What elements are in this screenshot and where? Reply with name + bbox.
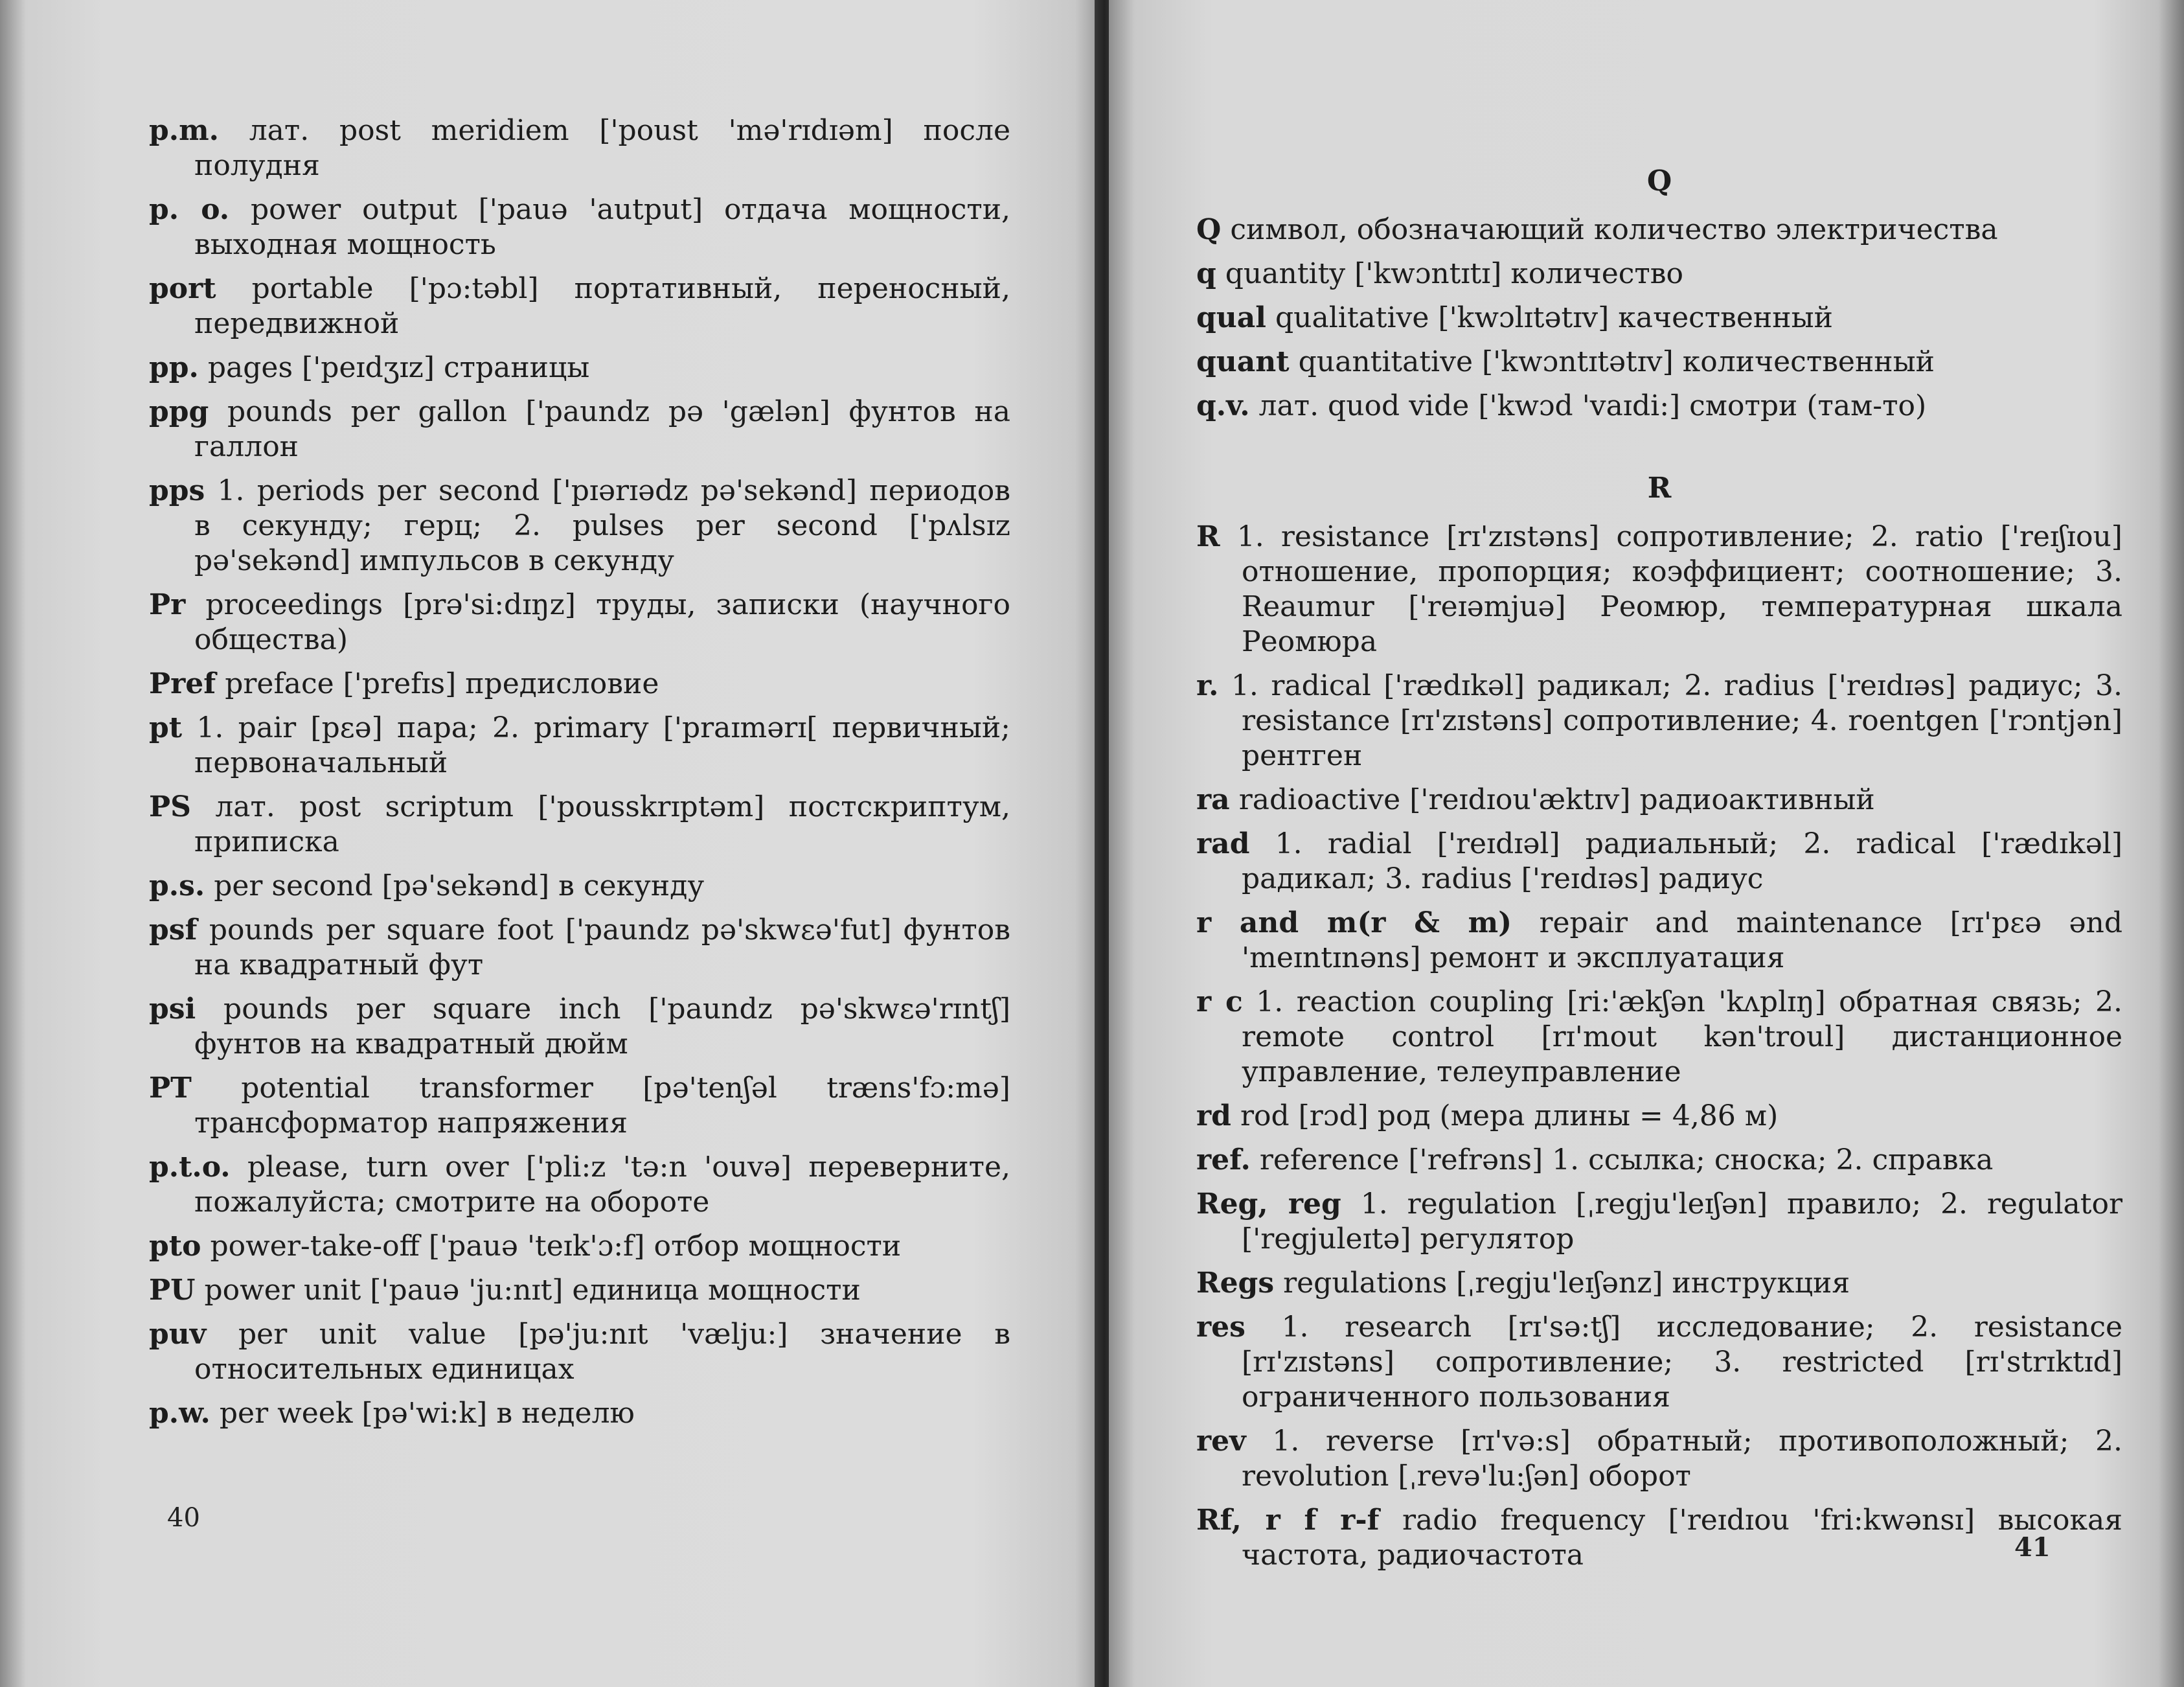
entry-term: qual (1196, 301, 1266, 334)
section-heading-q: Q (1646, 165, 1672, 198)
dictionary-entry (149, 113, 1010, 183)
entry-definition: potential transformer [pə'tenʃəl træns'fɔ:mə] трансформатор напряжения (194, 1072, 1010, 1140)
entry-term: Pr (149, 588, 186, 621)
entry-definition: 1. radial ['reɪdɪəl] радиальный; 2. radical ['rædɪkəl] радикал; 3. radius ['reɪdɪəs] радиус (1242, 827, 2122, 895)
entry-definition: pounds per gallon ['paundz pə 'gælən] фунтов на галлон (194, 395, 1010, 463)
dictionary-entry (1196, 1503, 2122, 1573)
entry-definition: лат. post meridiem ['poust 'mə'rɪdɪəm] после полудня (194, 114, 1010, 182)
dictionary-entry (149, 667, 1010, 702)
entry-definition: rod [rɔd] род (мера длины = 4,86 м) (1240, 1099, 1779, 1132)
dictionary-entry (149, 790, 1010, 860)
entry-definition: regulations [ˌregju'leɪʃənz] инструкция (1283, 1267, 1850, 1300)
dictionary-entry (149, 192, 1010, 262)
entry-term: ppg (149, 395, 209, 428)
dictionary-entry (149, 992, 1010, 1062)
entry-term: PT (149, 1072, 192, 1105)
section-heading-r: R (1647, 472, 1672, 505)
dictionary-entry (1196, 1310, 2122, 1415)
right-page (1109, 0, 2184, 1687)
dictionary-entry (1196, 389, 2122, 424)
entry-term: psi (149, 993, 196, 1026)
entry-definition: power output ['pauə 'autput] отдача мощности, выходная мощность (194, 193, 1011, 261)
dictionary-entry (1196, 1143, 2122, 1178)
entry-term: q.v. (1196, 389, 1250, 422)
dictionary-entry (1196, 345, 2122, 380)
entry-definition: preface ['prefɪs] предисловие (225, 667, 659, 700)
entry-definition: proceedings [prə'si:dɪŋz] труды, записки (научного общества) (194, 588, 1010, 656)
entry-definition: per second [pə'sekənd] в секунду (214, 869, 705, 902)
entry-term: Rf, r f r-f (1196, 1504, 1380, 1537)
entry-term: r c (1196, 985, 1243, 1018)
entry-definition: pages ['peɪdʒɪz] страницы (207, 351, 590, 384)
dictionary-entry (149, 395, 1010, 465)
entry-term: pt (149, 711, 183, 744)
entry-definition: 1. periods per second ['pɪərɪədz pə'sekənd] периодов в секунду; герц; 2. pulses per second ['pʌlsɪz pə'sekənd] импульсов в секунду (194, 474, 1010, 577)
entry-term: p.t.o. (149, 1151, 231, 1184)
dictionary-entry (1196, 1099, 2122, 1134)
page-number-left: 40 (167, 1503, 200, 1533)
entry-term: Q (1196, 213, 1222, 246)
dictionary-entry (149, 350, 1010, 385)
dictionary-entry (1196, 301, 2122, 336)
entry-definition: power-take-off ['pauə 'teɪk'ɔ:f] отбор мощности (210, 1230, 902, 1263)
page-number-right: 41 (2014, 1532, 2051, 1563)
entry-term: pp. (149, 351, 199, 384)
dictionary-entry (1196, 669, 2122, 774)
entry-term: Pref (149, 667, 216, 700)
dictionary-entry (1196, 985, 2122, 1090)
entry-term: rd (1196, 1099, 1231, 1132)
dictionary-entry (149, 474, 1010, 579)
entry-term: r. (1196, 669, 1219, 702)
dictionary-entry (149, 869, 1010, 904)
dictionary-entry (1196, 906, 2122, 976)
entry-term: p. o. (149, 193, 230, 226)
entry-definition: 1. reaction coupling [ri:'ækʃən 'kʌplɪŋ] обратная связь; 2. remote control [rɪ'mout kən'troul] дистанционное управление, телеуправление (1242, 985, 2122, 1088)
entry-definition: qualitative ['kwɔlɪtətɪv] качественный (1275, 301, 1833, 334)
entry-definition: символ, обозначающий количество электричества (1230, 213, 1998, 246)
entry-term: port (149, 272, 216, 305)
entry-definition: 1. reverse [rɪ'və:s] обратный; противоположный; 2. revolution [ˌrevə'lu:ʃən] оборот (1242, 1425, 2122, 1493)
entry-definition: portable ['pɔ:təbl] портативный, переносный, передвижной (194, 272, 1010, 340)
left-entries (149, 113, 1010, 1440)
entry-term: psf (149, 913, 198, 947)
entry-definition: pounds per square inch ['paundz pə'skwɛə'rɪntʃ] фунтов на квадратный дюйм (194, 993, 1010, 1061)
entry-term: rad (1196, 827, 1250, 860)
entry-definition: please, turn over ['pli:z 'tə:n 'ouvə] переверните, пожалуйста; смотрите на обороте (194, 1151, 1010, 1219)
entry-definition: power unit ['pauə 'ju:nɪt] единица мощности (204, 1274, 861, 1307)
dictionary-entry (1196, 1266, 2122, 1301)
dictionary-entry (1196, 783, 2122, 818)
dictionary-entry (149, 1396, 1010, 1431)
entry-term: Reg, reg (1196, 1188, 1341, 1221)
entry-term: Regs (1196, 1267, 1275, 1300)
dictionary-entry (1196, 1424, 2122, 1494)
entry-term: p.m. (149, 114, 219, 147)
entry-definition: quantity ['kwɔntɪtɪ] количество (1225, 257, 1683, 290)
dictionary-entry (149, 588, 1010, 658)
entry-term: quant (1196, 345, 1290, 378)
entry-definition: лат. quod vide ['kwɔd 'vaɪdi:] смотри (там-то) (1258, 389, 1927, 422)
entry-term: PS (149, 790, 191, 823)
entry-definition: 1. research [rɪ'sə:tʃ] исследование; 2. resistance [rɪ'zɪstəns] сопротивление; 3. restricted [rɪ'strɪktɪd] ограниченного пользования (1242, 1311, 2122, 1414)
entry-definition: repair and maintenance [rɪ'pɛə ənd 'meɪntɪnəns] ремонт и эксплуатация (1242, 906, 2122, 974)
entry-definition: reference ['refrəns] 1. ссылка; сноска; 2. справка (1259, 1143, 1994, 1176)
entry-definition: 1. regulation [ˌregju'leɪʃən] правило; 2. regulator ['regjuleɪtə] регулятор (1242, 1188, 2122, 1256)
entry-definition: radio frequency ['reɪdɪou 'fri:kwənsɪ] высокая частота, радиочастота (1242, 1504, 2122, 1572)
entry-term: p.s. (149, 869, 205, 902)
dictionary-entry (149, 711, 1010, 781)
dictionary-entry (1196, 520, 2122, 660)
dictionary-entry (149, 1150, 1010, 1220)
entry-term: puv (149, 1318, 207, 1351)
entry-term: ref. (1196, 1143, 1251, 1176)
dictionary-entry (1196, 827, 2122, 897)
entry-definition: лат. post scriptum ['pousskrɪptəm] постскриптум, приписка (194, 790, 1010, 858)
entry-definition: quantitative ['kwɔntɪtətɪv] количественный (1298, 345, 1935, 378)
entry-definition: pounds per square foot ['paundz pə'skwɛə'fut] фунтов на квадратный фут (194, 913, 1010, 981)
dictionary-entry (149, 913, 1010, 983)
entry-term: PU (149, 1274, 196, 1307)
entry-term: pps (149, 474, 205, 507)
dictionary-entry (149, 1317, 1010, 1387)
entry-definition: 1. radical ['rædɪkəl] радикал; 2. radius ['reɪdɪəs] радиус; 3. resistance [rɪ'zɪstəns] сопротивление; 4. roentgen ['rɔntjən] рентген (1231, 669, 2122, 772)
entry-term: r and m(r & m) (1196, 906, 1512, 939)
entry-definition: 1. pair [pɛə] пара; 2. primary ['praɪmərɪ[ первичный; первоначальный (194, 711, 1010, 779)
entry-term: pto (149, 1230, 201, 1263)
entry-term: res (1196, 1311, 1246, 1344)
dictionary-entry (1196, 257, 2122, 292)
dictionary-entry (149, 1071, 1010, 1141)
entry-definition: 1. resistance [rɪ'zɪstəns] сопротивление; 2. ratio ['reɪʃɪou] отношение, пропорция; коэффициент; соотношение; 3. Reaumur ['reɪəmjuə] Реомюр, температурная шкала Реомюра (1236, 520, 2122, 658)
entry-term: q (1196, 257, 1216, 290)
dictionary-entry (149, 271, 1010, 341)
dictionary-entry (149, 1229, 1010, 1264)
entry-term: ra (1196, 783, 1230, 816)
dictionary-entry (1196, 1187, 2122, 1257)
dictionary-entry (1196, 212, 2122, 247)
entry-term: p.w. (149, 1397, 210, 1430)
entry-definition: per unit value [pə'ju:nɪt 'vælju:] значение в относительных единицах (194, 1318, 1010, 1386)
entry-term: R (1196, 520, 1220, 553)
entry-definition: radioactive ['reɪdɪou'æktɪv] радиоактивный (1238, 783, 1875, 816)
right-entries (1196, 162, 2122, 1582)
dictionary-entry (149, 1273, 1010, 1308)
entry-term: rev (1196, 1425, 1246, 1458)
entry-definition: per week [pə'wi:k] в неделю (219, 1397, 635, 1430)
